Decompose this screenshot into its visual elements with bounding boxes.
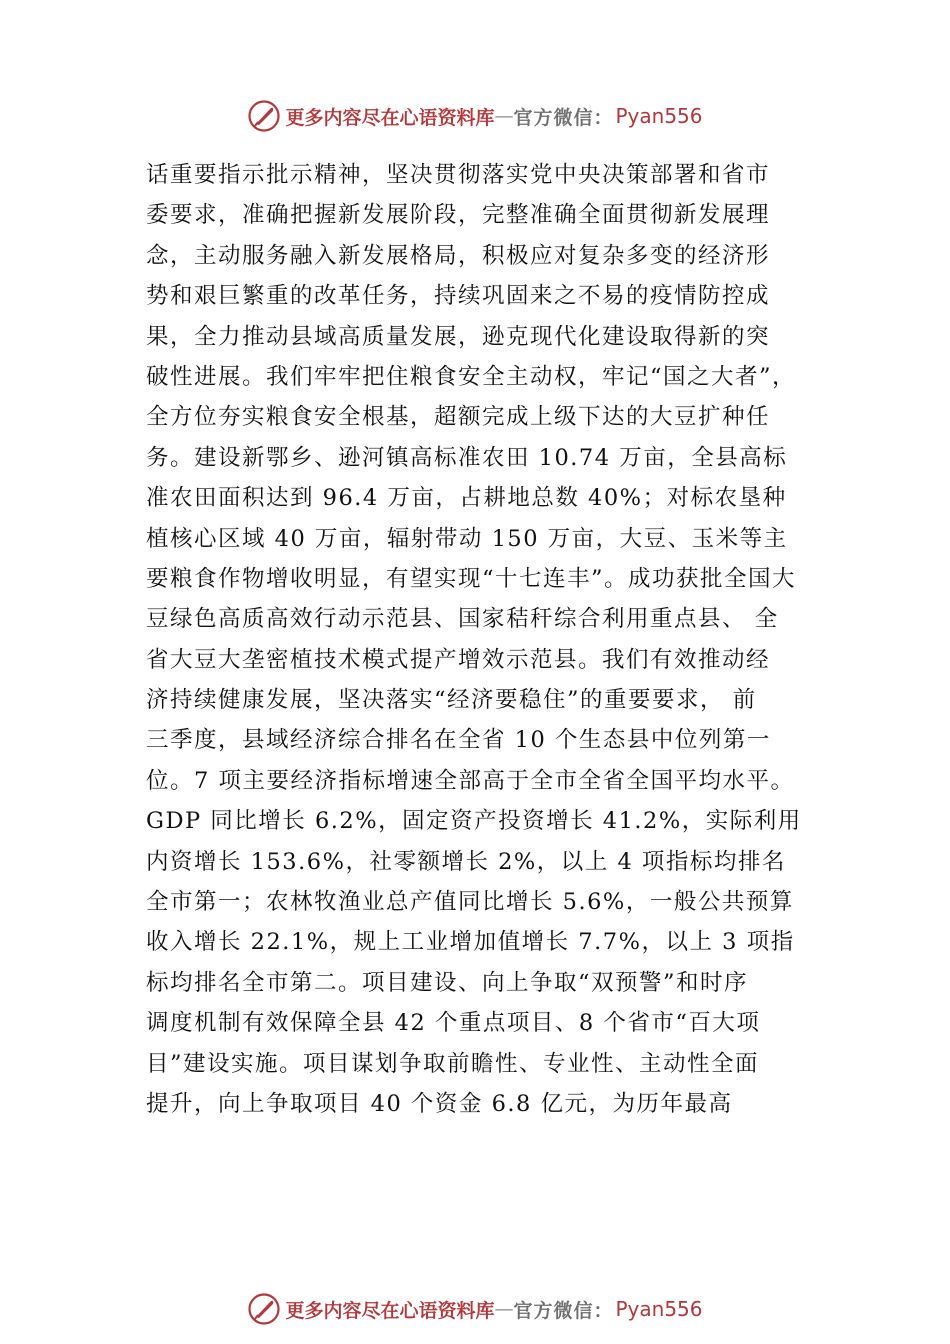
quill-pen-logo-icon (247, 99, 281, 133)
body-line: 豆绿色高质高效行动示范县、国家秸秆综合利用重点县、 全 (146, 606, 779, 633)
watermark-wechat-id: Pyan556 (615, 1297, 703, 1321)
body-line: 全市第一；农林牧渔业总产值同比增长 5.6%，一般公共预算 (146, 889, 794, 916)
body-line: 内资增长 153.6%，社零额增长 2%，以上 4 项指标均排名 (146, 848, 786, 875)
body-line: 省大豆大垄密植技术模式提产增效示范县。我们有效推动经 (146, 646, 771, 673)
body-line: 要粮食作物增收明显，有望实现“十七连丰”。成功获批全国大 (146, 565, 797, 592)
body-line: GDP 同比增长 6.2%，固定资产投资增长 41.2%，实际利用 (146, 808, 802, 835)
quill-pen-logo-icon (247, 1292, 281, 1326)
body-line: 势和艰巨繁重的改革任务，持续巩固来之不易的疫情防控成 (146, 283, 771, 310)
document-body (146, 155, 816, 1124)
body-line: 济持续健康发展，坚决落实“经济要稳住”的重要要求， 前 (146, 687, 757, 714)
watermark-dash: — (494, 105, 514, 127)
body-line: 务。建设新鄂乡、逊河镇高标准农田 10.74 万亩，全县高标 (146, 444, 788, 471)
watermark-wechat-id: Pyan556 (615, 104, 703, 128)
watermark-label: 官方微信： (513, 106, 614, 129)
footer-watermark (0, 1289, 950, 1329)
header-watermark (0, 96, 950, 136)
body-line: 委要求，准确把握新发展阶段，完整准确全面贯彻新发展理 (146, 202, 771, 229)
watermark-brand: 更多内容尽在心语资料库 (285, 1299, 495, 1322)
body-line: 全方位夯实粮食安全根基，超额完成上级下达的大豆扩种任 (146, 404, 771, 431)
body-line: 植核心区域 40 万亩，辐射带动 150 万亩，大豆、玉米等主 (146, 525, 788, 552)
body-line: 调度机制有效保障全县 42 个重点项目、8 个省市“百大项 (146, 1010, 761, 1037)
body-line: 标均排名全市第二。项目建设、向上争取“双预警”和时序 (146, 969, 749, 996)
body-line: 提升，向上争取项目 40 个资金 6.8 亿元，为历年最高 (146, 1090, 733, 1117)
body-line: 目”建设实施。项目谋划争取前瞻性、专业性、主动性全面 (146, 1050, 760, 1077)
body-line: 准农田面积达到 96.4 万亩，占耕地总数 40%；对标农垦种 (146, 485, 787, 512)
watermark-label: 官方微信： (513, 1299, 614, 1322)
body-line: 念，主动服务融入新发展格局，积极应对复杂多变的经济形 (146, 242, 771, 269)
watermark-brand: 更多内容尽在心语资料库 (285, 106, 495, 129)
body-line: 话重要指示批示精神，坚决贯彻落实党中央决策部署和省市 (146, 162, 771, 188)
body-line: 三季度，县域经济综合排名在全省 10 个生态县中位列第一 (146, 727, 771, 754)
body-line: 收入增长 22.1%，规上工业增加值增长 7.7%，以上 3 项指 (146, 929, 795, 956)
body-line: 果，全力推动县域高质量发展，逊克现代化建设取得新的突 (146, 323, 771, 350)
body-line: 位。7 项主要经济指标增速全部高于全市全省全国平均水平。 (146, 767, 795, 794)
watermark-dash: — (494, 1298, 514, 1320)
body-line: 破性进展。我们牢牢把住粮食安全主动权，牢记“国之大者”， (146, 363, 797, 390)
